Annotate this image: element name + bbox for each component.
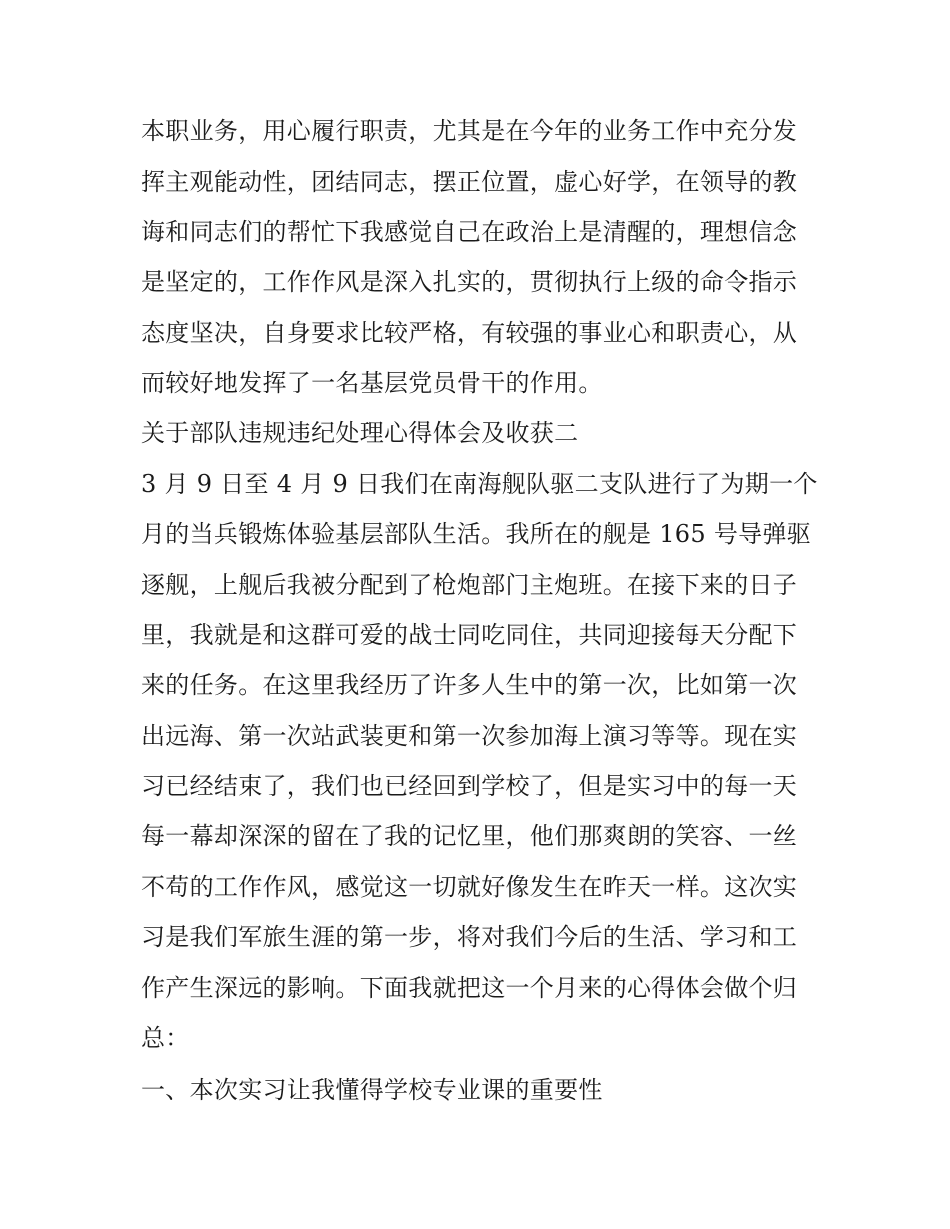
text-line: 里，我就是和这群可爱的战士同吃同住，共同迎接每天分配下 [141, 621, 798, 649]
text-line: 习是我们军旅生涯的第一步，将对我们今后的生活、学习和工 [141, 923, 798, 951]
text-line: 是坚定的，工作作风是深入扎实的，贯彻执行上级的命令指示 [141, 268, 798, 296]
text-line: 习已经结束了，我们也已经回到学校了，但是实习中的每一天 [141, 772, 798, 800]
text-line: 出远海、第一次站武装更和第一次参加海上演习等等。现在实 [141, 722, 798, 750]
text-line: 来的任务。在这里我经历了许多人生中的第一次，比如第一次 [141, 671, 798, 699]
text-line: 而较好地发挥了一名基层党员骨干的作用。 [141, 369, 603, 397]
text-line: 月的当兵锻炼体验基层部队生活。我所在的舰是 165 号导弹驱 [141, 520, 812, 548]
text-line: 逐舰，上舰后我被分配到了枪炮部门主炮班。在接下来的日子 [141, 571, 798, 599]
text-line: 3 月 9 日至 4 月 9 日我们在南海舰队驱二支队进行了为期一个 [141, 470, 818, 498]
text-line: 每一幕却深深的留在了我的记忆里，他们那爽朗的笑容、一丝 [141, 822, 798, 850]
text-line: 总： [141, 1024, 190, 1052]
text-line: 态度坚决，自身要求比较严格，有较强的事业心和职责心，从 [141, 319, 798, 347]
text-line: 挥主观能动性，团结同志，摆正位置，虚心好学，在领导的教 [141, 168, 798, 196]
text-line: 作产生深远的影响。下面我就把这一个月来的心得体会做个归 [141, 974, 798, 1002]
text-line: 不苟的工作作风，感觉这一切就好像发生在昨天一样。这次实 [141, 873, 798, 901]
text-line: 诲和同志们的帮忙下我感觉自己在政治上是清醒的，理想信念 [141, 218, 798, 246]
section-heading: 关于部队违规违纪处理心得体会及收获二 [141, 419, 579, 447]
text-line: 本职业务，用心履行职责，尤其是在今年的业务工作中充分发 [141, 117, 798, 145]
section-heading: 一、本次实习让我懂得学校专业课的重要性 [141, 1076, 603, 1104]
